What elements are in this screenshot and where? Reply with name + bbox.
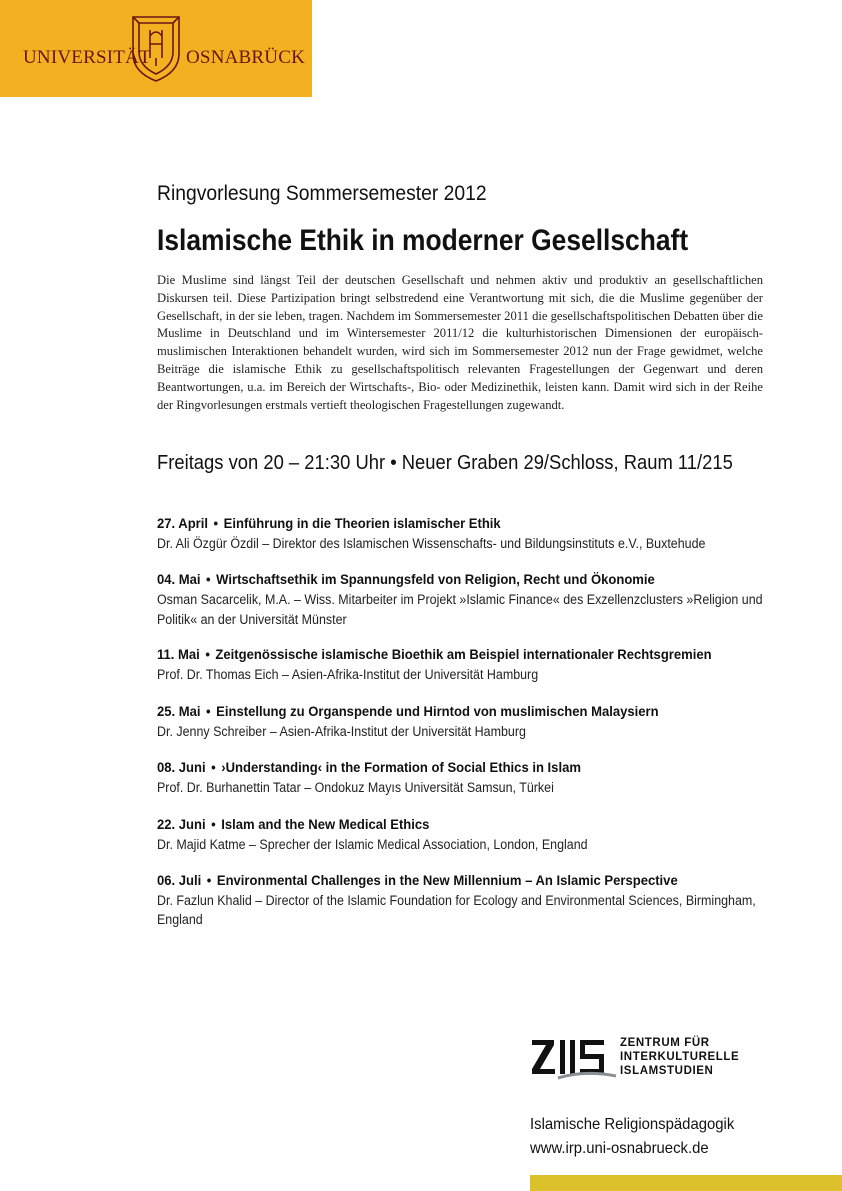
lecture-date: 27. April — [157, 516, 209, 532]
bullet-separator: • — [211, 816, 216, 833]
lecture-speaker: Dr. Majid Katme – Sprecher der Islamic Medical Association, London, England — [157, 836, 588, 852]
lecture-topic: Islam and the New Medical Ethics — [221, 816, 430, 833]
zis-text-line: ISLAMSTUDIEN — [620, 1065, 714, 1077]
lecture-item — [157, 758, 787, 814]
lecture-topic: Einstellung zu Organspende und Hirntod von muslimischen Malaysiern — [216, 703, 659, 720]
lecture-heading — [157, 570, 737, 590]
university-emblem-icon — [128, 14, 184, 84]
zis-text-line: ZENTRUM FÜR — [620, 1037, 710, 1049]
lecture-heading — [157, 645, 737, 665]
lecture-heading — [157, 758, 737, 778]
lecture-date: 06. Juli — [157, 872, 202, 889]
footer-accent-bar — [530, 1175, 842, 1191]
lecture-topic: Zeitgenössische islamische Bioethik am Beispiel internationaler Rechtsgremien — [215, 647, 712, 664]
lecture-heading — [157, 815, 737, 835]
series-title: Islamische Ethik in moderner Gesellschaft — [157, 224, 689, 257]
zis-logo — [530, 1036, 740, 1086]
lecture-topic: Einführung in die Theorien islamischer Ethik — [223, 516, 501, 532]
logo-text-universitaet: UNIVERSITÄT — [23, 47, 151, 68]
lecture-speaker: Dr. Jenny Schreiber – Asien-Afrika-Institut der Universität Hamburg — [157, 723, 526, 739]
series-subtitle: Ringvorlesung Sommersemester 2012 — [157, 182, 487, 205]
bullet-separator: • — [206, 872, 212, 889]
footer-department: Islamische Religionspädagogik — [530, 1116, 735, 1133]
lecture-item — [157, 570, 787, 645]
lecture-list — [157, 514, 787, 946]
bullet-separator: • — [213, 516, 219, 532]
lecture-speaker: Dr. Ali Özgür Özdil – Direktor des Islamischen Wissenschafts- und Bildungsinstituts e.V., Buxtehude — [157, 536, 706, 551]
lecture-heading — [157, 514, 737, 534]
lecture-speaker: Dr. Fazlun Khalid – Director of the Islamic Foundation for Ecology and Environmental Sciences, Birmingham, England — [157, 892, 756, 928]
lecture-topic: Wirtschaftsethik im Spannungsfeld von Religion, Recht und Ökonomie — [216, 572, 655, 589]
lecture-date: 08. Juni — [157, 760, 206, 777]
lecture-date: 25. Mai — [157, 703, 201, 720]
bullet-separator: • — [211, 760, 216, 777]
zis-text-line: INTERKULTURELLE — [620, 1051, 740, 1063]
schedule-venue-line: Freitags von 20 – 21:30 Uhr • Neuer Graben 29/Schloss, Raum 11/215 — [157, 452, 733, 474]
bullet-separator: • — [205, 647, 210, 664]
bullet-separator: • — [206, 703, 211, 720]
footer-website-link[interactable]: www.irp.uni-osnabrueck.de — [530, 1140, 709, 1157]
bullet-separator: • — [206, 572, 211, 589]
lecture-date: 04. Mai — [157, 572, 201, 589]
lecture-speaker: Osman Sacarcelik, M.A. – Wiss. Mitarbeiter im Projekt »Islamic Finance« des Exzellenzclusters »Religion und Politik« an der Universität Münster — [157, 592, 763, 627]
lecture-item — [157, 871, 787, 946]
lecture-item — [157, 514, 787, 570]
intro-paragraph: Die Muslime sind längst Teil der deutschen Gesellschaft und nehmen aktiv und produktiv an gesellschaftlichen Diskursen teil. Diese Partizipation bringt selbstredend eine Verantwortung mit sich, die die Muslime gegenüber der Gesellschaft, in der sie leben, tragen. Nachdem im Sommersemester 2011 die gesellschaftspolitischen Debatten über die Muslime in Deutschland und im Wintersemester 2011/12 die kulturhistorischen Dimensionen der europäisch-muslimischen Interaktionen behandelt wurden, wird sich im Sommersemester 2012 nun der Frage gewidmet, welche Beiträge die islamische Ethik zu gesellschaftspolitisch relevanten Fragestellungen der Gegenwart und deren Beantwortungen, u.a. im Bereich der Wirtschafts-, Bio- oder Medizinethik, leisten kann. Damit wird sich in der Reihe der Ringvorlesungen erstmals vertieft theologischen Fragestellungen zugewandt. — [157, 273, 763, 412]
logo-text-osnabrueck: OSNABRÜCK — [186, 47, 305, 68]
lecture-speaker: Prof. Dr. Burhanettin Tatar – Ondokuz Mayıs Universität Samsun, Türkei — [157, 780, 554, 796]
lecture-item — [157, 645, 787, 701]
lecture-date: 22. Juni — [157, 816, 206, 833]
lecture-item — [157, 815, 787, 871]
lecture-item — [157, 702, 787, 758]
university-logo-banner — [0, 0, 312, 97]
lecture-date: 11. Mai — [157, 647, 200, 664]
lecture-topic: ›Understanding‹ in the Formation of Social Ethics in Islam — [221, 760, 581, 777]
lecture-speaker: Prof. Dr. Thomas Eich – Asien-Afrika-Institut der Universität Hamburg — [157, 667, 539, 683]
lecture-heading — [157, 871, 737, 891]
lecture-topic: Environmental Challenges in the New Millennium – An Islamic Perspective — [216, 872, 678, 889]
lecture-heading — [157, 702, 737, 722]
zis-mark-icon — [530, 1036, 618, 1082]
